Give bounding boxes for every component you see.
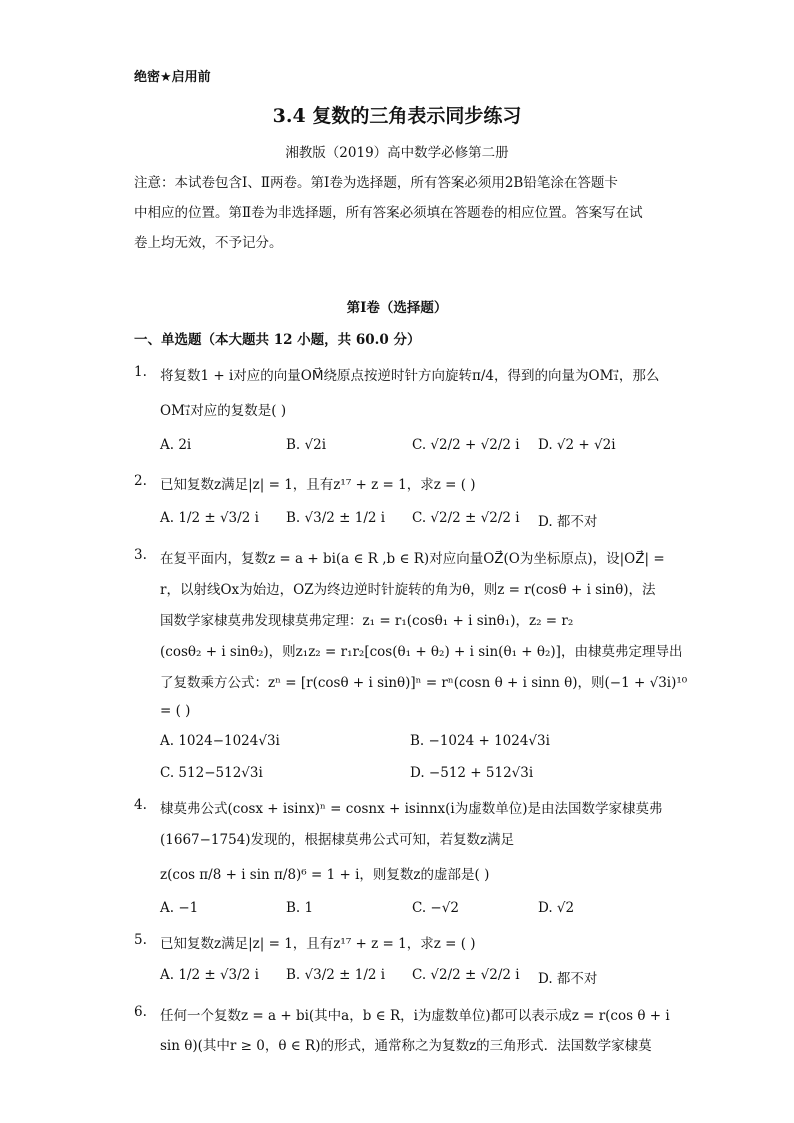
question-line: 已知复数z满足|z| = 1，且有z¹⁷ + z = 1，求z = ( ) bbox=[160, 936, 476, 952]
option-a: A. 2i bbox=[160, 437, 192, 453]
option-b: B. 1 bbox=[286, 900, 314, 916]
question-line: sin θ)(其中r ≥ 0，θ ∈ R)的形式，通常称之为复数z的三角形式．法国数学家棣莫 bbox=[160, 1038, 652, 1054]
option-a: A. 1/2 ± √3/2 i bbox=[160, 967, 259, 983]
option-c: C. √2/2 ± √2/2 i bbox=[412, 510, 520, 526]
option-d: D. √2 bbox=[538, 900, 575, 916]
question-number: 4. bbox=[134, 797, 147, 813]
question-line: 已知复数z满足|z| = 1，且有z¹⁷ + z = 1，求z = ( ) bbox=[160, 477, 476, 493]
section-title: 一、单选题（本大题共 12 小题，共 60.0 分） bbox=[134, 332, 421, 348]
question-line: r，以射线Ox为始边，OZ为终边逆时针旋转的角为θ，则z = r(cosθ + i sinθ)，法 bbox=[160, 582, 656, 598]
option-b: B. √3/2 ± 1/2 i bbox=[286, 510, 386, 526]
option-a: A. −1 bbox=[160, 900, 199, 916]
option-b: B. √3/2 ± 1/2 i bbox=[286, 967, 386, 983]
volume-title: 第Ⅰ卷（选择题） bbox=[346, 300, 448, 316]
option-a: A. 1024−1024√3i bbox=[160, 733, 280, 749]
question-number: 3. bbox=[134, 547, 147, 563]
option-d: D. −512 + 512√3i bbox=[410, 765, 534, 781]
question-number: 6. bbox=[134, 1004, 147, 1020]
option-c: C. 512−512√3i bbox=[160, 765, 263, 781]
option-c: C. −√2 bbox=[412, 900, 459, 916]
question-line: OM₁⃗对应的复数是( ) bbox=[160, 403, 287, 419]
secret-mark: 绝密★启用前 bbox=[134, 70, 211, 85]
question-line: (1667−1754)发现的，根据棣莫弗公式可知，若复数z满足 bbox=[160, 832, 515, 848]
option-b: B. √2i bbox=[286, 437, 327, 453]
question-line: 了复数乘方公式：zⁿ = [r(cosθ + i sinθ)]ⁿ = rⁿ(cosn θ + i sinn θ)，则(−1 + √3i)¹⁰ bbox=[160, 675, 688, 691]
question-line: 棣莫弗公式(cosx + isinx)ⁿ = cosnx + isinnx(i为虚数单位)是由法国数学家棣莫弗 bbox=[160, 801, 663, 817]
notice-line: 注意：本试卷包含Ⅰ、Ⅱ两卷。第Ⅰ卷为选择题，所有答案必须用2B铅笔涂在答题卡 bbox=[134, 175, 618, 191]
question-line: 将复数1 + i对应的向量OM⃗绕原点按逆时针方向旋转π/4，得到的向量为OM₁⃗，那么 bbox=[160, 368, 660, 384]
question-line: (cosθ₂ + i sinθ₂)，则z₁z₂ = r₁r₂[cos(θ₁ + θ₂) + i sin(θ₁ + θ₂)]，由棣莫弗定理导出 bbox=[160, 644, 683, 660]
question-line: 任何一个复数z = a + bi(其中a，b ∈ R，i为虚数单位)都可以表示成z = r(cos θ + i bbox=[160, 1008, 670, 1024]
option-c: C. √2/2 ± √2/2 i bbox=[412, 967, 520, 983]
option-d: D. 都不对 bbox=[538, 971, 598, 987]
option-b: B. −1024 + 1024√3i bbox=[410, 733, 550, 749]
notice-line: 中相应的位置。第Ⅱ卷为非选择题，所有答案必须填在答题卷的相应位置。答案写在试 bbox=[134, 205, 643, 221]
notice-line: 卷上均无效，不予记分。 bbox=[134, 235, 283, 251]
page-title: 3.4 复数的三角表示同步练习 bbox=[272, 105, 522, 127]
option-a: A. 1/2 ± √3/2 i bbox=[160, 510, 259, 526]
option-d: D. √2 + √2i bbox=[538, 437, 616, 453]
option-d: D. 都不对 bbox=[538, 514, 598, 530]
question-number: 5. bbox=[134, 932, 147, 948]
question-line: = ( ) bbox=[160, 703, 191, 719]
question-line: z(cos π/8 + i sin π/8)⁶ = 1 + i，则复数z的虚部是( ) bbox=[160, 867, 490, 883]
question-number: 2. bbox=[134, 473, 147, 489]
question-number: 1. bbox=[134, 364, 147, 380]
option-c: C. √2/2 + √2/2 i bbox=[412, 437, 520, 453]
question-line: 国数学家棣莫弗发现棣莫弗定理：z₁ = r₁(cosθ₁ + i sinθ₁)，z₂ = r₂ bbox=[160, 613, 574, 629]
page-subtitle: 湘教版（2019）高中数学必修第二册 bbox=[285, 145, 509, 161]
notice bbox=[134, 168, 666, 258]
question-line: 在复平面内，复数z = a + bi(a ∈ R ,b ∈ R)对应向量OZ⃗(O为坐标原点)，设|OZ⃗| = bbox=[160, 551, 665, 567]
